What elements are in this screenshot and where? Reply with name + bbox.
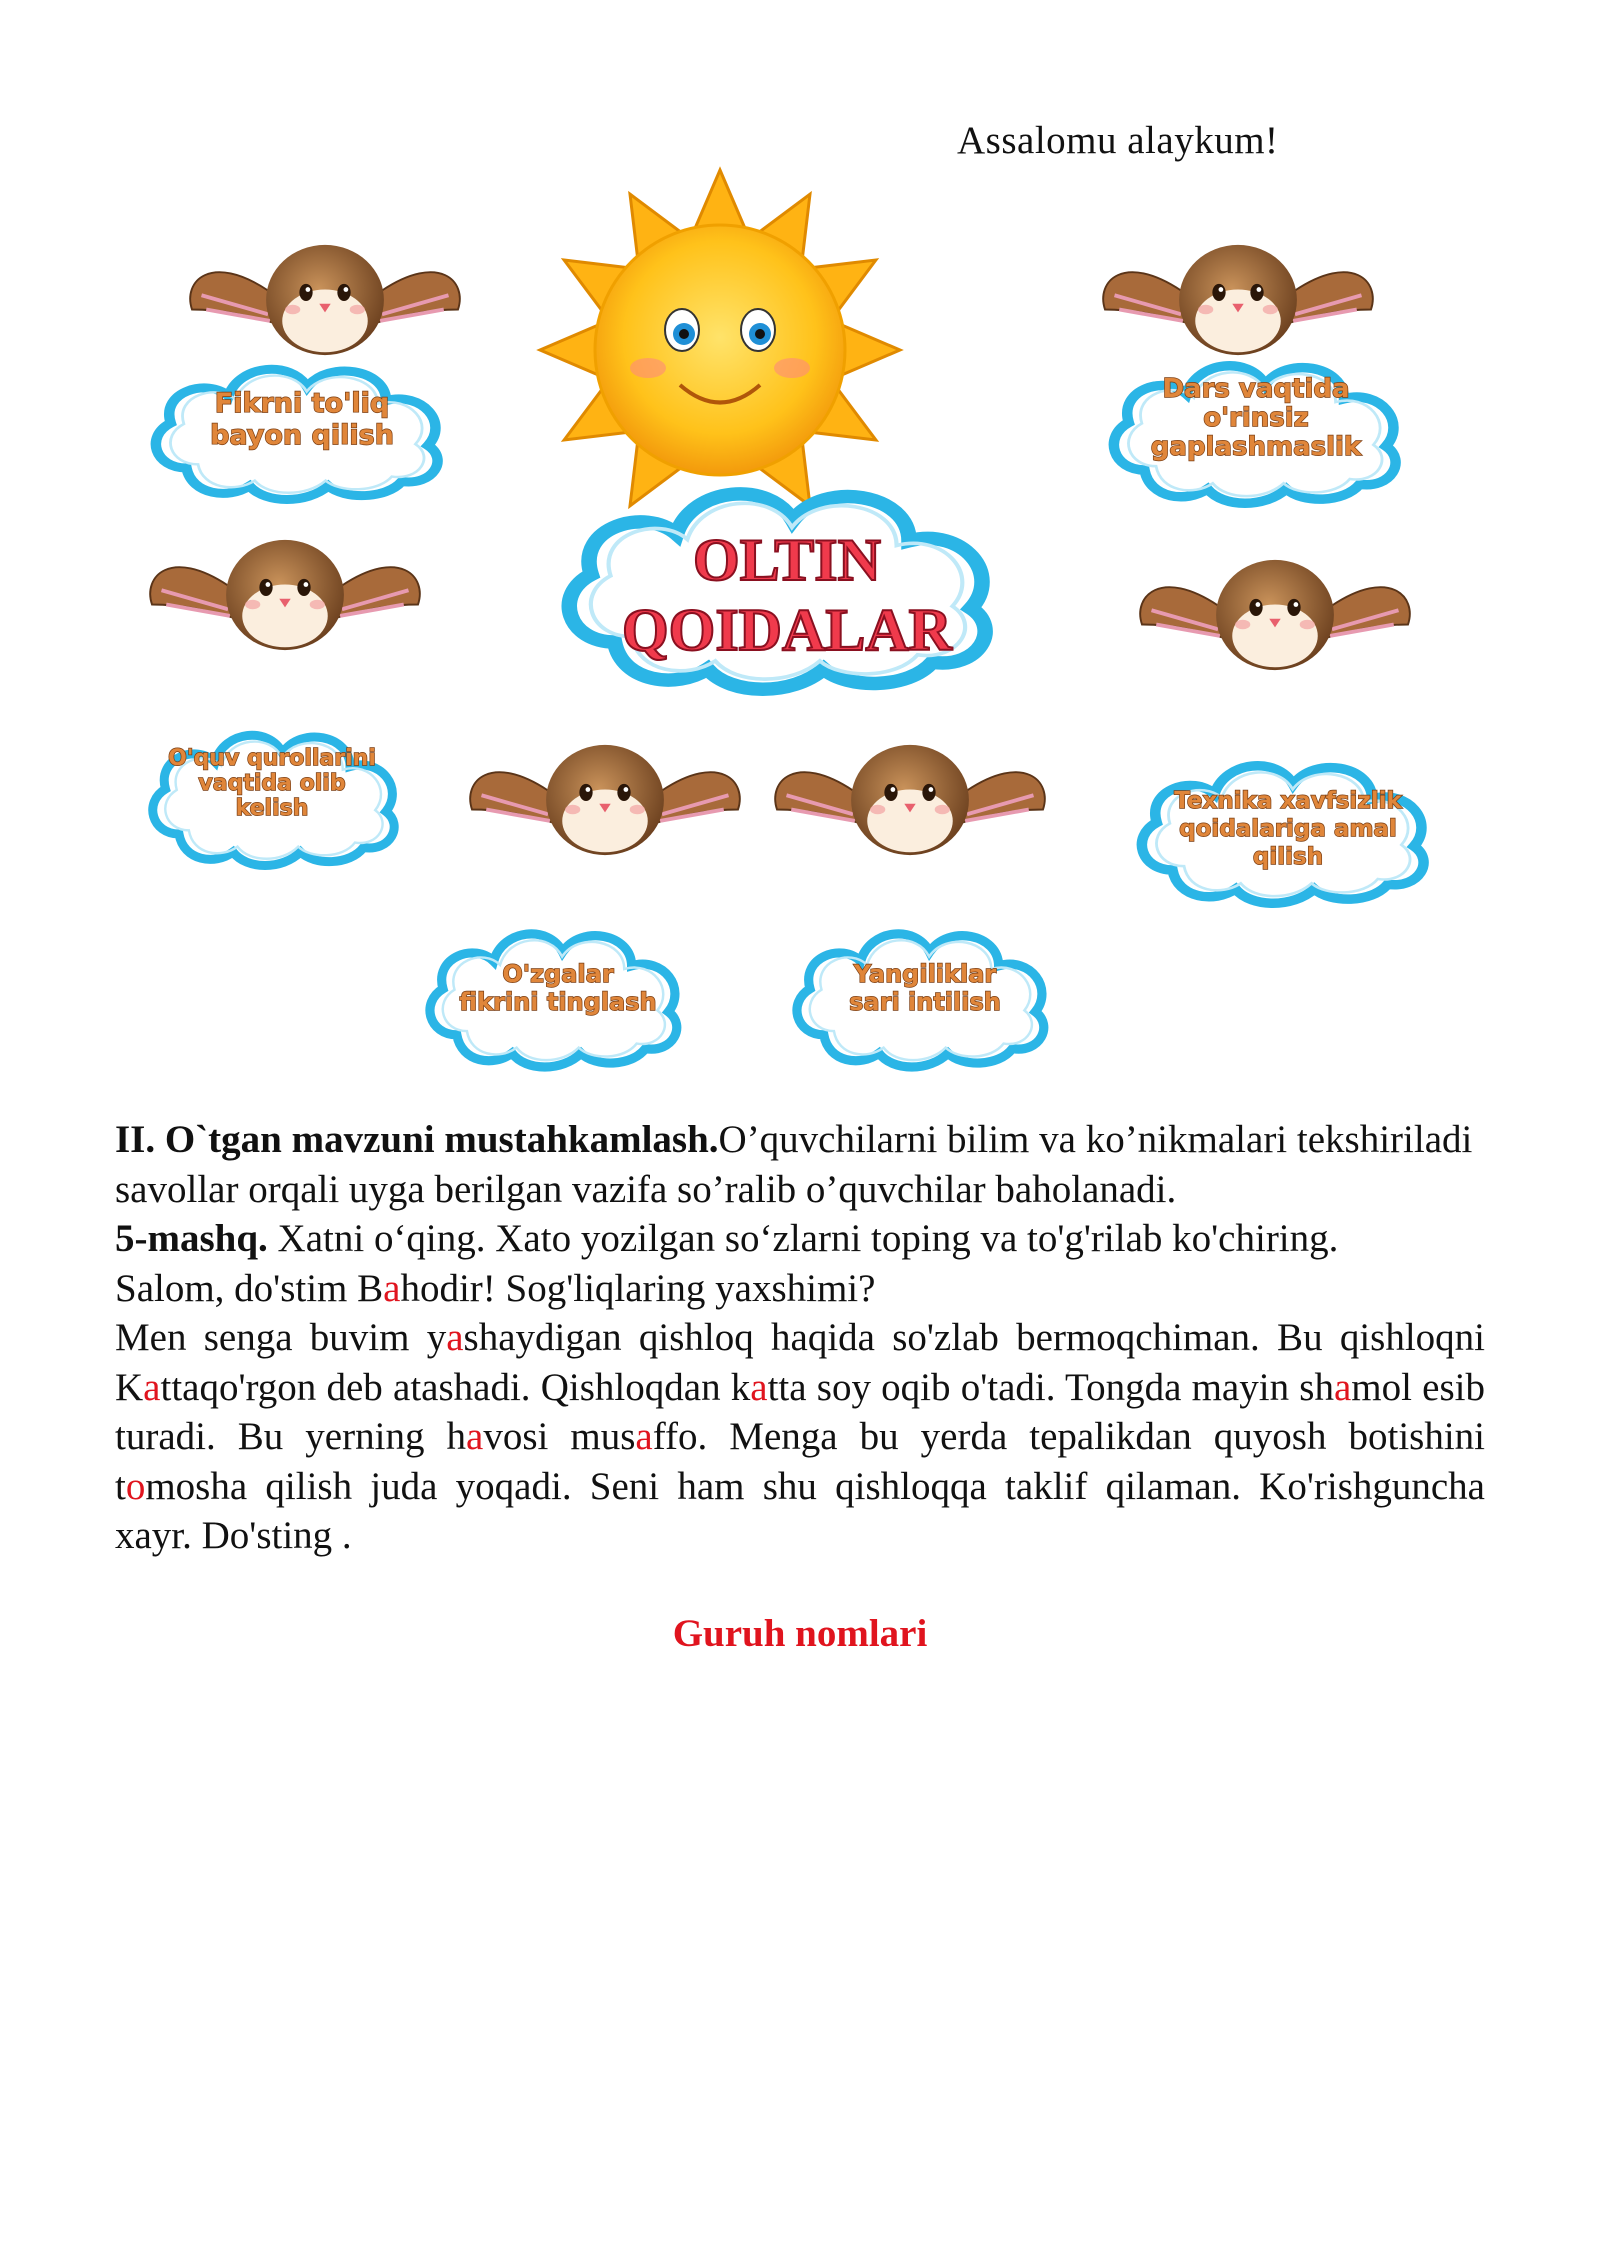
bird-illustration [1140,560,1410,670]
bird-illustration [150,540,420,650]
document-body [115,1115,1486,1655]
rule-6-line2: sari intilish [849,988,1001,1016]
group-names-heading: Guruh nomlari [672,1612,928,1655]
text-fragment: Men senga buvim y [115,1316,447,1359]
highlighted-letter: a [143,1365,161,1409]
bird-illustration [190,245,460,355]
highlighted-letter: o [125,1464,146,1508]
text-fragment: Salom, do'stim B [115,1266,384,1310]
rule-4-line1: Texnika xavfsizlik [1174,788,1402,814]
rule-3-line2: vaqtida olib [198,771,346,796]
rule-2-line3: gaplashmaslik [1150,432,1362,462]
text-fragment: vosi mus [483,1415,636,1458]
highlighted-letter: a [750,1365,768,1409]
rule-4-line2: qoidalariga amal [1179,816,1397,842]
text-fragment: ttaqo'rgon deb atashadi. Qishloqdan k [160,1365,751,1409]
sun-illustration [540,170,900,521]
section-2-heading: II. O`tgan mavzuni mustahkamlash. [115,1118,719,1161]
rule-3-line1: O'quv qurollarini [168,746,376,771]
text-fragment: mosha qilish juda yoqadi. Seni ham shu qishloqqa taklif qilaman. Ko'rishguncha xayr. Do'sting . [115,1464,1485,1557]
bird-illustration [1103,245,1373,355]
poster-title-line1: OLTIN [693,527,881,593]
exercise-label: 5-mashq. [115,1217,268,1260]
rule-6-line1: Yangiliklar [853,960,997,988]
letter-paragraph [115,1313,1485,1561]
exercise-instruction-line [115,1214,1485,1264]
highlighted-letter: a [1333,1365,1352,1409]
section-2-text: O’quvchilarni bilim va ko’nikmalari tekshiriladi savollar orqali uyga berilgan vazifa so’ralib o’quvchilar baholanadi. [115,1118,1473,1211]
text-fragment: tta soy oqib o'tadi. Tongda mayin sh [767,1365,1334,1409]
rule-2-line2: o'rinsiz [1203,403,1309,433]
highlighted-letter: a [466,1415,484,1458]
exercise-instruction: Xatni o‘qing. Xato yozilgan so‘zlarni toping va to'g'rilab ko'chiring. [267,1217,1339,1260]
text-fragment: shaydigan qishloq haqida so'zlab bermoqchiman. Bu qishloqni K [115,1316,1485,1409]
text-fragment: ffo. Menga bu yerda tepalikdan quyosh botishini t [115,1415,1486,1508]
bird-illustration [470,745,740,855]
greeting-text: Assalomu alaykum! [957,119,1279,162]
poster-title-line2: QOIDALAR [621,597,953,663]
rule-3-line3: kelish [235,796,309,821]
text-fragment: mol esib turadi. Bu yerning h [115,1365,1486,1458]
rule-2-line1: Dars vaqtida [1162,374,1350,404]
golden-rules-poster [120,160,1460,1090]
rule-1-line2: bayon qilish [210,420,394,451]
rule-5-line1: O'zgalar [502,960,614,988]
section-2-paragraph [115,1115,1485,1214]
highlighted-letter: a [635,1415,653,1458]
rule-5-line2: fikrini tinglash [459,988,657,1016]
text-fragment: hodir! Sog'liqlaring yaxshimi? [400,1266,876,1310]
bird-illustration [775,745,1045,855]
highlighted-letter: a [383,1266,401,1310]
rule-4-line3: qilish [1252,844,1324,870]
highlighted-letter: a [446,1316,464,1359]
letter-greeting-line [115,1264,1485,1314]
rule-1-line1: Fikrni to'liq [214,388,390,419]
